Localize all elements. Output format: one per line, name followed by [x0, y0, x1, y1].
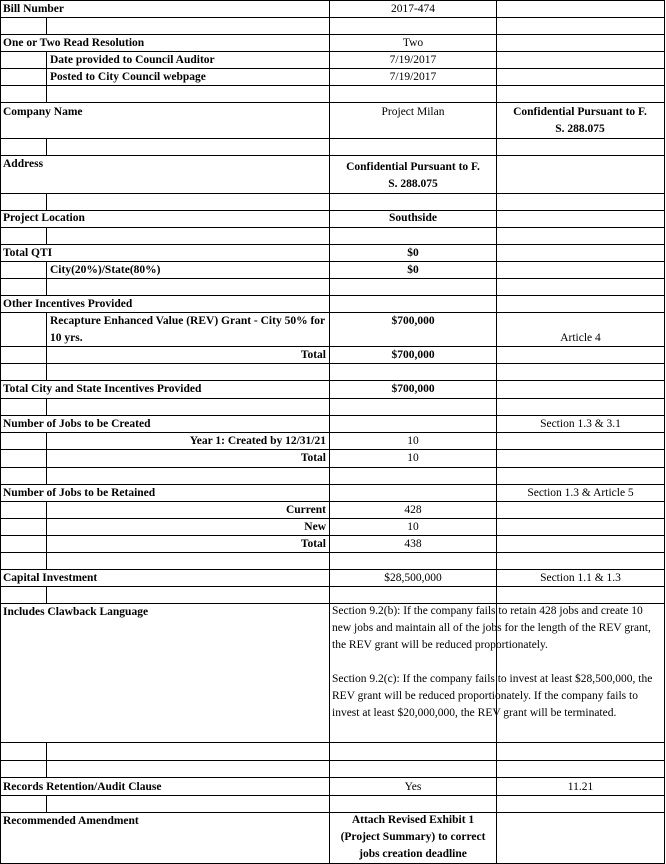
- grid-line: [0, 777, 665, 778]
- grid-line: [0, 102, 665, 103]
- recommended-amendment-value: Attach Revised Exhibit 1 (Project Summary) to correct jobs creation deadline: [340, 814, 486, 860]
- jobs-current-value: 428: [404, 504, 422, 516]
- grid-line: [0, 467, 665, 468]
- capital-investment-value: $28,500,000: [384, 572, 442, 584]
- grid-line: [46, 795, 47, 812]
- grid-line: [46, 138, 47, 155]
- resolution-value: Two: [402, 37, 424, 49]
- jobs-retained-note: Section 1.3 & Article 5: [527, 487, 634, 499]
- project-location-label: Project Location: [3, 212, 85, 224]
- clawback-label: Includes Clawback Language: [3, 606, 149, 618]
- grid-line: [0, 155, 665, 156]
- rev-grant-label: Recapture Enhanced Value (REV) Grant - City 50% for 10 yrs.: [50, 315, 325, 344]
- grid-line: [0, 398, 665, 399]
- grid-line: [0, 552, 665, 553]
- jobs-current-label: Current: [285, 504, 326, 516]
- grid-line: [0, 138, 665, 139]
- qti-split-label: City(20%)/State(80%): [50, 264, 161, 276]
- jobs-retained-label: Number of Jobs to be Retained: [3, 487, 156, 499]
- capital-investment-label: Capital Investment: [3, 572, 98, 584]
- grid-line: [0, 795, 665, 796]
- jobs-retained-total-label: Total: [300, 538, 326, 550]
- date-auditor-label: Date provided to Council Auditor: [50, 54, 215, 66]
- grid-line: [46, 432, 47, 484]
- company-name-label: Company Name: [3, 106, 83, 118]
- grid-line: [0, 742, 665, 743]
- other-incentives-total-value: $700,000: [391, 349, 435, 361]
- total-incentives-value: $700,000: [391, 383, 435, 395]
- grid-line: [0, 586, 665, 587]
- capital-investment-note: Section 1.1 & 1.3: [540, 572, 621, 584]
- grid-line: [46, 51, 47, 102]
- jobs-created-label: Number of Jobs to be Created: [3, 418, 151, 430]
- grid-line: [0, 760, 665, 761]
- jobs-new-label: New: [304, 521, 326, 533]
- clawback-section-9-2b: Section 9.2(b): If the company fails to retain 428 jobs and create 10 new jobs and maintain all of the jobs for the length of the REV grant, the REV grant will be reduced proportionately.: [332, 605, 651, 651]
- address-label: Address: [3, 158, 44, 170]
- grid-line: [46, 227, 47, 244]
- jobs-created-note: Section 1.3 & 3.1: [540, 418, 621, 430]
- date-auditor-value: 7/19/2017: [389, 54, 437, 66]
- qti-split-value: $0: [407, 264, 419, 276]
- posted-webpage-label: Posted to City Council webpage: [50, 71, 206, 83]
- records-retention-label: Records Retention/Audit Clause: [3, 781, 162, 793]
- total-incentives-label: Total City and State Incentives Provided: [3, 383, 202, 395]
- other-incentives-total-label: Total: [300, 349, 326, 361]
- company-confidential-note: Confidential Pursuant to F. S. 288.075: [513, 106, 647, 135]
- jobs-created-total-value: 10: [407, 452, 419, 464]
- grid-line: [46, 398, 47, 415]
- grid-line: [46, 17, 47, 34]
- grid-line: [46, 193, 47, 210]
- grid-line: [0, 193, 665, 194]
- recommended-amendment-label: Recommended Amendment: [3, 815, 139, 827]
- posted-webpage-value: 7/19/2017: [389, 71, 437, 83]
- address-value: Confidential Pursuant to F. S. 288.075: [346, 161, 480, 190]
- jobs-year1-value: 10: [407, 435, 419, 447]
- grid-line: [0, 278, 665, 279]
- jobs-retained-total-value: 438: [404, 538, 422, 550]
- project-location-value: Southside: [389, 212, 437, 224]
- other-incentives-label: Other Incentives Provided: [3, 298, 133, 310]
- grid-line: [0, 227, 665, 228]
- rev-grant-note: Article 4: [560, 332, 601, 344]
- bill-number-label: Bill Number: [3, 3, 65, 15]
- grid-line: [0, 363, 665, 364]
- total-qti-value: $0: [407, 247, 419, 259]
- company-name-value: Project Milan: [381, 106, 445, 118]
- jobs-new-value: 10: [407, 521, 419, 533]
- grid-line: [0, 17, 665, 18]
- total-qti-label: Total QTI: [3, 247, 53, 259]
- grid-line: [46, 586, 47, 603]
- rev-grant-value: $700,000: [391, 315, 435, 327]
- grid-line: [0, 85, 665, 86]
- jobs-year1-label: Year 1: Created by 12/31/21: [189, 435, 326, 447]
- clawback-section-9-2c: Section 9.2(c): If the company fails to invest at least $28,500,000, the REV grant will be reduced proportionately. If the company fails to invest at least $20,000,000, the REV grant will be terminated.: [332, 673, 653, 719]
- jobs-created-total-label: Total: [300, 452, 326, 464]
- bill-number-value: 2017-474: [390, 3, 436, 15]
- records-retention-note: 11.21: [567, 781, 594, 793]
- resolution-label: One or Two Read Resolution: [3, 37, 145, 49]
- records-retention-value: Yes: [404, 781, 422, 793]
